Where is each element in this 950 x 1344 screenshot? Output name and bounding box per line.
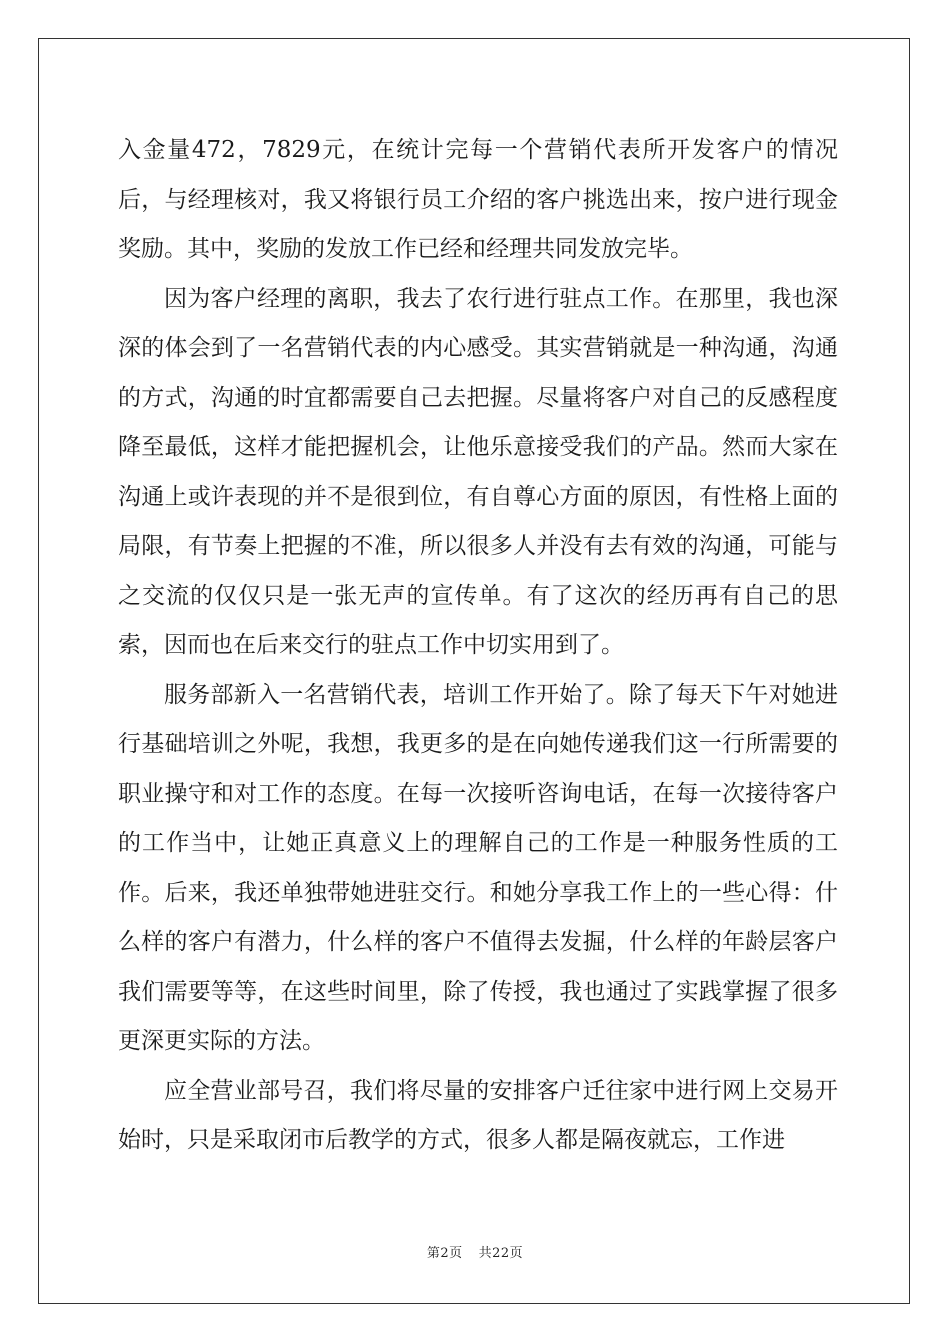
paragraph-2: 因为客户经理的离职，我去了农行进行驻点工作。在那里，我也深深的体会到了一名营销代表的内心感受。其实营销就是一种沟通，沟通的方式，沟通的时宜都需要自己去把握。尽量将客户对自己的反感程度降至最低，这样才能把握机会，让他乐意接受我们的产品。然而大家在沟通上或许表现的并不是很到位，有自尊心方面的原因，有性格上面的局限，有节奏上把握的不准，所以很多人并没有去有效的沟通，可能与之交流的仅仅只是一张无声的宣传单。有了这次的经历再有自己的思索，因而也在后来交行的驻点工作中切实用到了。 [118,285,838,658]
paragraph-3: 服务部新入一名营销代表，培训工作开始了。除了每天下午对她进行基础培训之外呢，我想，我更多的是在向她传递我们这一行所需要的职业操守和对工作的态度。在每一次接听咨询电话，在每一次接待客户的工作当中，让她正真意义上的理解自己的工作是一种服务性质的工作。后来，我还单独带她进驻交行。和她分享我工作上的一些心得：什么样的客户有潜力，什么样的客户不值得去发掘，什么样的年龄层客户我们需要等等，在这些时间里，除了传授，我也通过了实践掌握了很多更深更实际的方法。 [118,681,838,1054]
page-total: 共22页 [478,1246,524,1261]
document-body [118,126,838,1166]
page-number: 第2页 [426,1246,463,1261]
paragraph-4: 应全营业部号召，我们将尽量的安排客户迁往家中进行网上交易开始时，只是采取闭市后教学的方式，很多人都是隔夜就忘，工作进 [118,1077,838,1153]
paragraph-1: 入金量472，7829元，在统计完每一个营销代表所开发客户的情况后，与经理核对，我又将银行员工介绍的客户挑选出来，按户进行现金奖励。其中，奖励的发放工作已经和经理共同发放完毕。 [118,137,838,262]
page-footer [0,1242,950,1261]
